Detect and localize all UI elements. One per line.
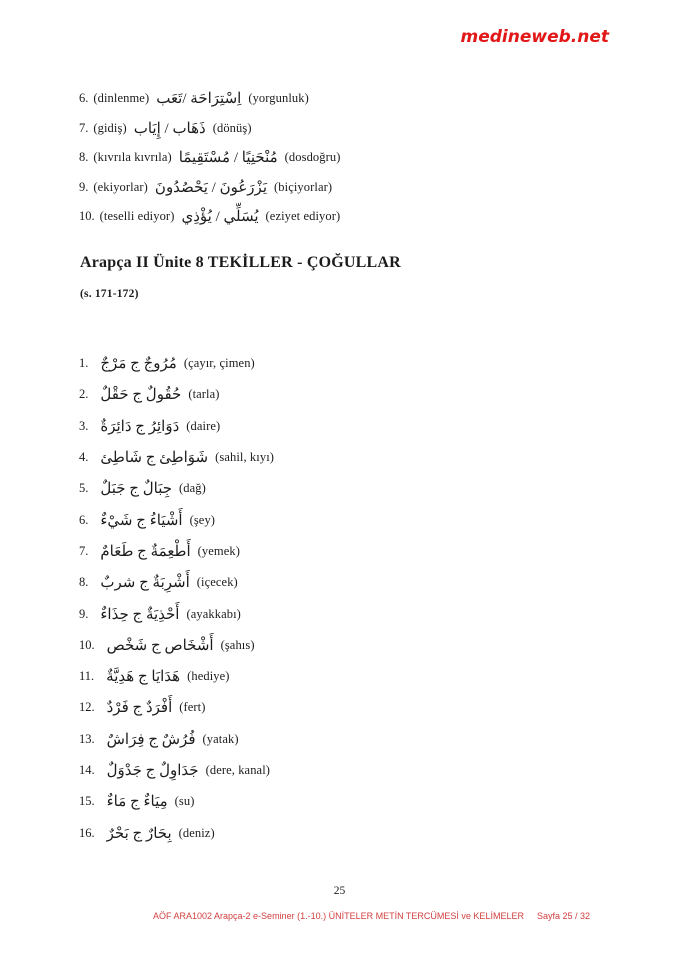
arabic-phrase: إِيَاب‎ / ذَهَاب [133, 120, 206, 137]
singular-plural-row [79, 692, 274, 723]
gloss: (şey) [189, 512, 216, 527]
item-number: 9. [79, 179, 89, 194]
gloss-left: (gidiş) [93, 120, 127, 135]
gloss: (ayakkabı) [186, 606, 241, 621]
arabic-phrase: مَرْجٌ‎ ج‎ مُرُوجٌ [100, 356, 177, 373]
gloss-left: (ekiyorlar) [93, 179, 148, 194]
singular-plural-row [79, 817, 274, 848]
arabic-phrase: حَقْلٌ‎ ج‎ حُقُولٌ [100, 387, 182, 404]
item-number: 15. [79, 794, 95, 809]
gloss-right: (dosdoğru) [284, 150, 341, 165]
singular-plural-row [79, 473, 274, 504]
word-pair-row [79, 84, 341, 114]
arabic-phrase: مَاءٌ‎ ج‎ مِيَاءٌ [106, 794, 168, 811]
gloss: (şahıs) [220, 637, 255, 652]
singular-plural-row [79, 786, 274, 817]
gloss: (fert) [179, 700, 206, 715]
footer-course-text: AÖF ARA1002 Arapça-2 e-Seminer (1.-10.) ÜNİTELER METİN TERCÜMESİ ve KELİMELER [153, 911, 524, 921]
word-pair-list [79, 84, 341, 232]
arabic-phrase: جَدْوَلٌ‎ ج‎ جَدَاوِلٌ [106, 763, 199, 779]
gloss: (yatak) [202, 731, 239, 746]
footer-page-info: Sayfa 25 / 32 [536, 911, 590, 921]
item-number: 10. [79, 209, 95, 224]
singular-plural-row [79, 536, 274, 567]
arabic-phrase: شربٌ‎ ج‎ أَشْرِبَةٌ [100, 575, 190, 592]
arabic-phrase: فَرْدٌ‎ ج‎ أَفْرَدٌ [106, 700, 173, 717]
word-pair-row [79, 173, 341, 203]
item-number: 12. [79, 700, 95, 715]
item-number: 5. [79, 481, 89, 496]
arabic-phrase: فِرَاشٌ‎ ج‎ فُرُشٌ [106, 731, 196, 748]
page-number: 25 [333, 885, 346, 897]
gloss-left: (dinlenme) [93, 91, 150, 106]
singular-plural-row [79, 442, 274, 473]
arabic-phrase: حِذَاءٌ‎ ج‎ أَحْذِيَةٌ [100, 606, 180, 623]
gloss: (daire) [186, 418, 221, 433]
gloss-right: (yorgunluk) [248, 91, 309, 106]
item-number: 4. [79, 450, 89, 465]
item-number: 9. [79, 606, 89, 621]
gloss-left: (kıvrıla kıvrıla) [93, 150, 172, 165]
gloss: (su) [174, 794, 195, 809]
arabic-phrase: طَعَامٌ‎ ج‎ أَطْعِمَةٌ [100, 543, 191, 560]
word-pair-row [79, 202, 341, 232]
item-number: 14. [79, 763, 95, 777]
arabic-phrase: يُؤْذِي‎ / يُسَلِّي [181, 209, 259, 226]
arabic-phrase: تَعَب‎/ اِسْتِرَاحَة [156, 91, 242, 108]
section-page-range: (s. 171-172) [80, 288, 139, 300]
arabic-phrase: يَحْصُدُونَ‎ / يَزْرَعُونَ [154, 179, 268, 196]
singular-plural-row [79, 567, 274, 598]
arabic-phrase: هَدِيَّةٌ‎ ج‎ هَدَايَا [106, 669, 181, 686]
singular-plural-list [79, 348, 274, 849]
gloss: (deniz) [178, 825, 215, 840]
item-number: 6. [79, 91, 89, 106]
singular-plural-row [79, 411, 274, 442]
gloss-right: (dönüş) [212, 120, 252, 135]
singular-plural-row [79, 598, 274, 629]
word-pair-row [79, 114, 341, 144]
gloss-left: (teselli ediyor) [99, 209, 175, 224]
singular-plural-row [79, 348, 274, 379]
item-number: 7. [79, 543, 89, 558]
gloss: (içecek) [196, 575, 238, 590]
arabic-phrase: مُسْتَقِيمًا‎ / مُنْحَنِيًا [178, 150, 278, 167]
item-number: 6. [79, 512, 89, 527]
singular-plural-row [79, 504, 274, 535]
site-logo-text: medineweb.net [460, 27, 609, 47]
gloss: (dere, kanal) [205, 763, 271, 777]
item-number: 7. [79, 120, 89, 135]
word-pair-row [79, 143, 341, 173]
gloss-right: (eziyet ediyor) [265, 209, 341, 224]
footer [0, 911, 679, 921]
item-number: 3. [79, 418, 89, 433]
singular-plural-row [79, 661, 274, 692]
arabic-phrase: جَبَلٌ‎ ج‎ جِبَالٌ [100, 481, 173, 498]
singular-plural-row [79, 379, 274, 410]
gloss: (hediye) [187, 669, 230, 684]
section-heading: Arapça II Ünite 8 TEKİLLER - ÇOĞULLAR [80, 254, 401, 271]
arabic-phrase: دَائِرَةٌ‎ ج‎ دَوَائِرُ [100, 418, 180, 435]
singular-plural-row [79, 724, 274, 755]
item-number: 1. [79, 356, 89, 371]
gloss: (çayır, çimen) [183, 356, 255, 371]
item-number: 11. [79, 669, 95, 684]
gloss: (tarla) [188, 387, 220, 402]
item-number: 8. [79, 575, 89, 590]
gloss: (dağ) [179, 481, 206, 496]
gloss: (yemek) [197, 543, 241, 558]
item-number: 8. [79, 150, 89, 165]
arabic-phrase: شَيْءٌ‎ ج‎ أَشْيَاءُ [100, 512, 183, 529]
item-number: 2. [79, 387, 89, 402]
gloss: (sahil, kıyı) [215, 450, 275, 465]
arabic-phrase: شَخْص‎ ج‎ أَشْخَاص [106, 637, 214, 654]
arabic-phrase: شَاطِئ‎ ج‎ شَوَاطِئ [100, 450, 209, 467]
singular-plural-row [79, 755, 274, 786]
arabic-phrase: بَحْرٌ‎ ج‎ بِحَارٌ [106, 825, 172, 842]
item-number: 10. [79, 637, 95, 652]
singular-plural-row [79, 630, 274, 661]
item-number: 13. [79, 731, 95, 746]
item-number: 16. [79, 825, 95, 840]
gloss-right: (biçiyorlar) [274, 179, 333, 194]
